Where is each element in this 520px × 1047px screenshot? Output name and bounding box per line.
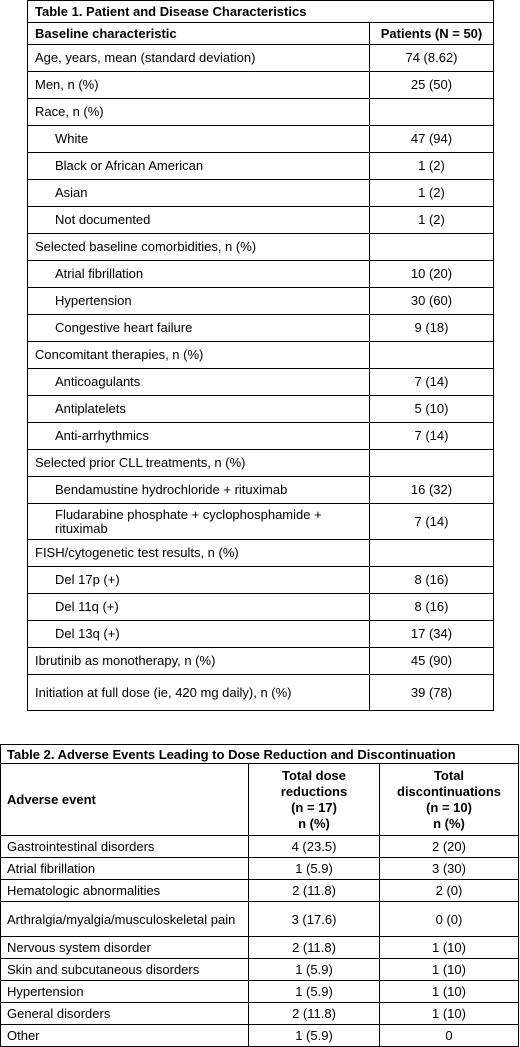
characteristic-label: Race, n (%) <box>28 99 370 126</box>
adverse-event-label: Atrial fibrillation <box>1 858 249 880</box>
characteristic-value: 39 (78) <box>370 675 494 711</box>
adverse-event-label: Hypertension <box>1 981 249 1003</box>
dose-reductions-value: 4 (23.5) <box>249 836 380 858</box>
table-row <box>28 288 494 315</box>
reductions-header-line: Total dose <box>281 767 347 783</box>
characteristic-label: Asian <box>28 180 370 207</box>
dose-reductions-value: 2 (11.8) <box>249 880 380 902</box>
table-row <box>1 858 519 880</box>
characteristic-value <box>370 99 494 126</box>
discontinuations-value: 0 (0) <box>380 902 519 937</box>
table1-header-row <box>28 23 494 45</box>
discontinuations-value: 1 (10) <box>380 981 519 1003</box>
discontinuations-header-line: n (%) <box>433 815 465 831</box>
table-row <box>28 594 494 621</box>
discontinuations-value: 1 (10) <box>380 937 519 959</box>
characteristic-value: 16 (32) <box>370 477 494 504</box>
dose-reductions-value: 2 (11.8) <box>249 1003 380 1025</box>
dose-reductions-value: 1 (5.9) <box>249 858 380 880</box>
table-row <box>1 937 519 959</box>
patient-characteristics-table <box>27 0 494 711</box>
table-row <box>1 1025 519 1047</box>
table-row <box>28 126 494 153</box>
table1-col-header: Baseline characteristic <box>28 23 370 45</box>
characteristic-label: Del 11q (+) <box>28 594 370 621</box>
table-row <box>28 369 494 396</box>
table-row <box>28 72 494 99</box>
discontinuations-value: 0 <box>380 1025 519 1047</box>
table-row <box>1 959 519 981</box>
characteristic-label: Bendamustine hydrochloride + rituximab <box>28 477 370 504</box>
characteristic-label: Fludarabine phosphate + cyclophosphamide + rituximab <box>28 504 370 540</box>
discontinuations-value: 2 (20) <box>380 836 519 858</box>
reductions-header-line: (n = 17) <box>291 799 337 815</box>
discontinuations-value: 3 (30) <box>380 858 519 880</box>
adverse-event-label: Hematologic abnormalities <box>1 880 249 902</box>
reductions-header-line: n (%) <box>298 815 330 831</box>
characteristic-label: Not documented <box>28 207 370 234</box>
adverse-event-label: Gastrointestinal disorders <box>1 836 249 858</box>
discontinuations-header-line: discontinuations <box>397 783 501 799</box>
table-row <box>28 99 494 126</box>
table-row <box>28 45 494 72</box>
table-row <box>28 153 494 180</box>
characteristic-value: 47 (94) <box>370 126 494 153</box>
characteristic-value <box>370 540 494 567</box>
characteristic-label: Ibrutinib as monotherapy, n (%) <box>28 648 370 675</box>
dose-reductions-value: 1 (5.9) <box>249 959 380 981</box>
table2-body <box>1 745 519 1047</box>
characteristic-label: Concomitant therapies, n (%) <box>28 342 370 369</box>
characteristic-value: 17 (34) <box>370 621 494 648</box>
table-row <box>28 540 494 567</box>
table-row <box>28 423 494 450</box>
table-row <box>28 234 494 261</box>
characteristic-label: Age, years, mean (standard deviation) <box>28 45 370 72</box>
characteristic-value: 5 (10) <box>370 396 494 423</box>
table-row <box>1 981 519 1003</box>
dose-reductions-value: 1 (5.9) <box>249 981 380 1003</box>
characteristic-value: 9 (18) <box>370 315 494 342</box>
characteristic-value: 7 (14) <box>370 504 494 540</box>
characteristic-value: 1 (2) <box>370 207 494 234</box>
table-row <box>28 342 494 369</box>
discontinuations-value: 2 (0) <box>380 880 519 902</box>
characteristic-label: Hypertension <box>28 288 370 315</box>
characteristic-value: 8 (16) <box>370 594 494 621</box>
table-row <box>28 261 494 288</box>
table-row <box>28 567 494 594</box>
characteristic-value: 7 (14) <box>370 423 494 450</box>
characteristic-label: Atrial fibrillation <box>28 261 370 288</box>
adverse-events-table <box>0 744 519 1047</box>
table2-col-reductions <box>249 764 380 836</box>
table-row <box>28 504 494 540</box>
table-row <box>28 450 494 477</box>
discontinuations-value: 1 (10) <box>380 1003 519 1025</box>
characteristic-value: 74 (8.62) <box>370 45 494 72</box>
characteristic-label: Men, n (%) <box>28 72 370 99</box>
table1-col-value: Patients (N = 50) <box>370 23 494 45</box>
table2-col-discontinuations <box>380 764 519 836</box>
table2-title: Table 2. Adverse Events Leading to Dose Reduction and Discontinuation <box>1 745 519 764</box>
table-row <box>28 477 494 504</box>
characteristic-label: Congestive heart failure <box>28 315 370 342</box>
characteristic-label: Anticoagulants <box>28 369 370 396</box>
characteristic-value: 30 (60) <box>370 288 494 315</box>
characteristic-label: FISH/cytogenetic test results, n (%) <box>28 540 370 567</box>
characteristic-label: Del 13q (+) <box>28 621 370 648</box>
adverse-event-label: Skin and subcutaneous disorders <box>1 959 249 981</box>
table-row <box>1 1003 519 1025</box>
table-row <box>1 836 519 858</box>
table1-title: Table 1. Patient and Disease Characteristics <box>28 1 494 23</box>
table-row <box>28 180 494 207</box>
characteristic-label: Del 17p (+) <box>28 567 370 594</box>
table-row <box>28 396 494 423</box>
table2-header-row <box>1 764 519 836</box>
characteristic-label: Selected baseline comorbidities, n (%) <box>28 234 370 261</box>
table2-title-row <box>1 745 519 764</box>
characteristic-value: 1 (2) <box>370 153 494 180</box>
characteristic-value <box>370 450 494 477</box>
adverse-event-label: Nervous system disorder <box>1 937 249 959</box>
characteristic-value: 7 (14) <box>370 369 494 396</box>
characteristic-label: Antiplatelets <box>28 396 370 423</box>
characteristic-label: Black or African American <box>28 153 370 180</box>
table1-title-row <box>28 1 494 23</box>
adverse-event-label: General disorders <box>1 1003 249 1025</box>
characteristic-label: White <box>28 126 370 153</box>
table-row <box>28 675 494 711</box>
table1-body <box>28 1 494 711</box>
table-row <box>28 315 494 342</box>
discontinuations-value: 1 (10) <box>380 959 519 981</box>
table-row <box>1 902 519 937</box>
table-row <box>28 207 494 234</box>
table-row <box>28 648 494 675</box>
characteristic-label: Selected prior CLL treatments, n (%) <box>28 450 370 477</box>
table-row <box>28 621 494 648</box>
characteristic-value <box>370 234 494 261</box>
characteristic-value: 1 (2) <box>370 180 494 207</box>
characteristic-value <box>370 342 494 369</box>
discontinuations-header-line: Total <box>433 767 465 783</box>
characteristic-value: 10 (20) <box>370 261 494 288</box>
table-row <box>1 880 519 902</box>
dose-reductions-value: 3 (17.6) <box>249 902 380 937</box>
characteristic-value: 45 (90) <box>370 648 494 675</box>
discontinuations-header-line: (n = 10) <box>426 799 472 815</box>
characteristic-label: Initiation at full dose (ie, 420 mg daily), n (%) <box>28 675 370 711</box>
characteristic-value: 8 (16) <box>370 567 494 594</box>
adverse-event-label: Arthralgia/myalgia/musculoskeletal pain <box>1 902 249 937</box>
dose-reductions-value: 2 (11.8) <box>249 937 380 959</box>
characteristic-label: Anti-arrhythmics <box>28 423 370 450</box>
table2-col-header: Adverse event <box>1 764 249 836</box>
adverse-event-label: Other <box>1 1025 249 1047</box>
characteristic-value: 25 (50) <box>370 72 494 99</box>
dose-reductions-value: 1 (5.9) <box>249 1025 380 1047</box>
reductions-header-line: reductions <box>280 783 348 799</box>
